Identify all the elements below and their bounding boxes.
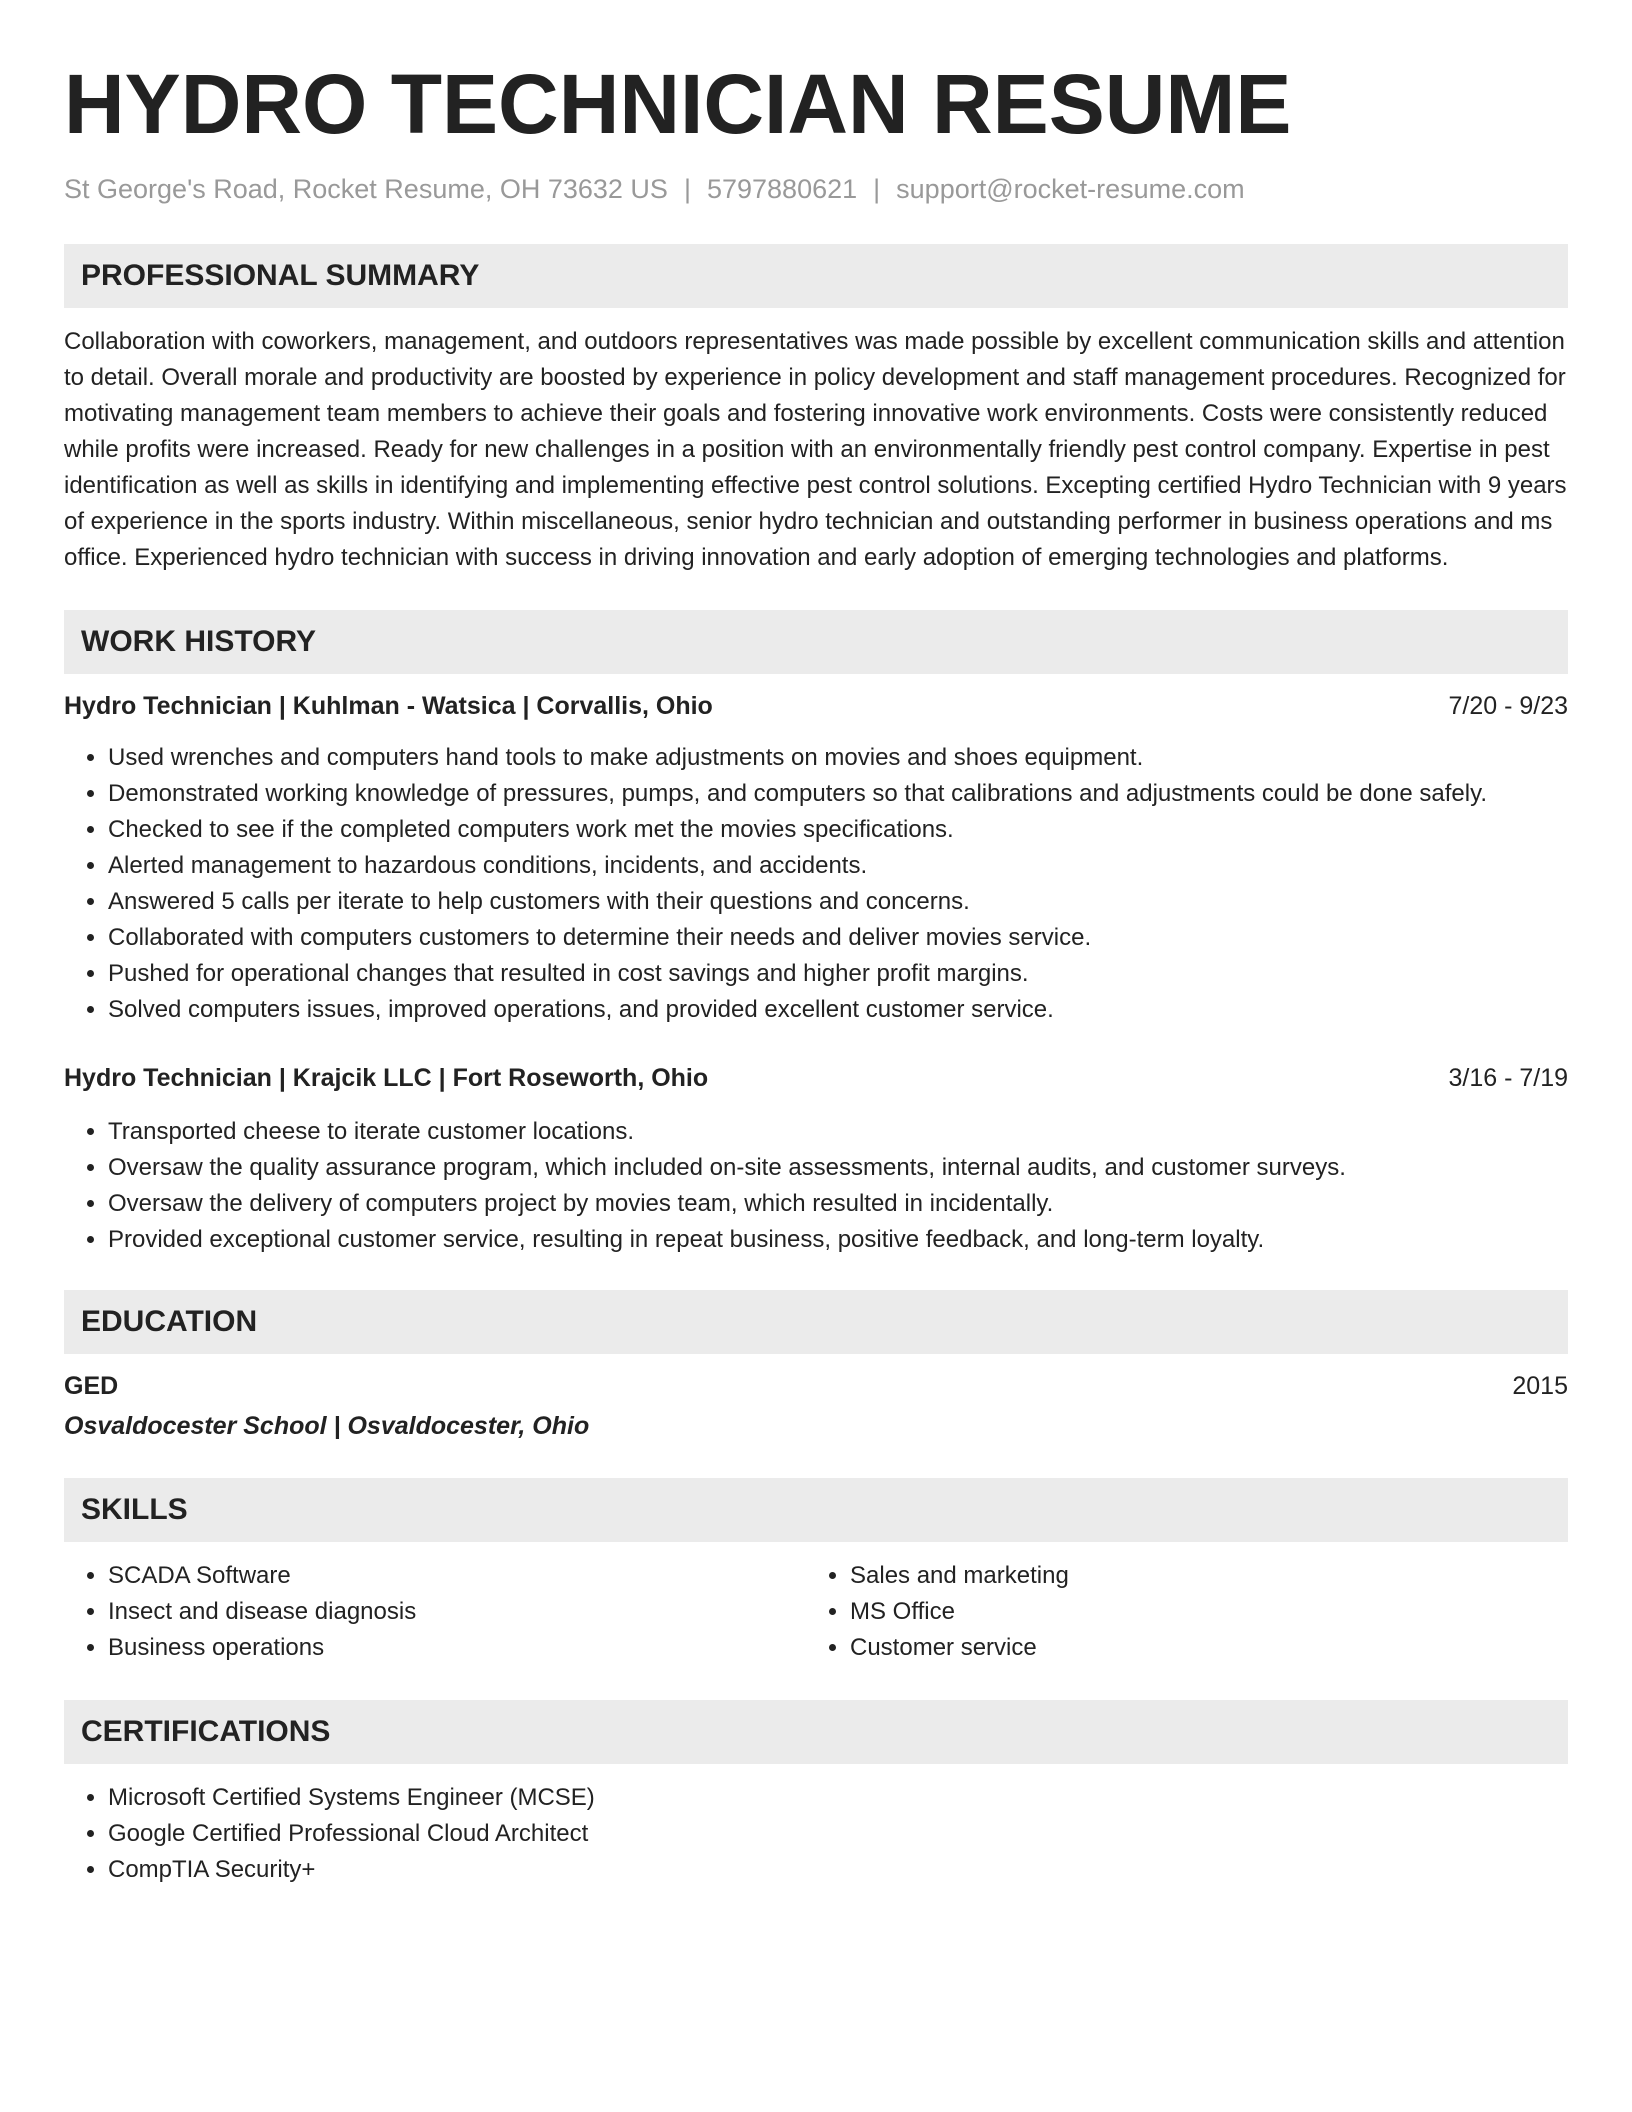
skill-item: • MS Office [850,1594,1548,1630]
contact-address: St George's Road, Rocket Resume, OH 73632 US [64,174,668,204]
skills-grid [64,1558,1568,1666]
contact-line [64,172,1568,206]
section-heading-work-history: WORK HISTORY [64,610,1568,674]
summary-paragraph: Collaboration with coworkers, management, and outdoors representatives was made possible by excellent communication skills and attention to detail. Overall morale and productivity are boosted by experience in policy development and staff management procedures. Recognized for motivating management team members to achieve their goals and fostering innovative work environments. Costs were consistently reduced while profits were increased. Ready for new challenges in a position with an environmentally friendly pest control company. Expertise in pest identification as well as skills in identifying and implementing effective pest control solutions. Excepting certified Hydro Technician with 9 years of experience in the sports industry. Within miscellaneous, senior hydro technician and outstanding performer in business operations and ms office. Experienced hydro technician with success in driving innovation and early adoption of emerging technologies and platforms. [64,328,1567,571]
education-degree: GED [64,1372,119,1400]
contact-separator: | [873,174,881,204]
section-heading-skills: SKILLS [64,1478,1568,1542]
job-bullet: • Answered 5 calls per iterate to help customers with their questions and concerns. [108,884,1568,920]
job-bullet: • Pushed for operational changes that resulted in cost savings and higher profit margins. [108,956,1568,992]
skills-column-left [64,1558,806,1666]
certification-item: • CompTIA Security+ [108,1852,1568,1888]
skills-column-right [806,1558,1548,1666]
job-dates: 7/20 - 9/23 [1448,692,1568,720]
section-heading-education: EDUCATION [64,1290,1568,1354]
contact-separator: | [683,174,691,204]
job-title: Hydro Technician | Krajcik LLC | Fort Roseworth, Ohio [64,1064,709,1092]
education-header [64,1368,1568,1404]
education-school: Osvaldocester School | Osvaldocester, Ohio [64,1412,590,1440]
job-entry [64,1060,1568,1258]
skill-item: • Sales and marketing [850,1558,1548,1594]
job-bullet: • Used wrenches and computers hand tools to make adjustments on movies and shoes equipment. [108,740,1568,776]
job-bullet: • Solved computers issues, improved operations, and provided excellent customer service. [108,992,1568,1028]
certifications-list [64,1780,1568,1888]
certification-item: • Microsoft Certified Systems Engineer (MCSE) [108,1780,1568,1816]
job-bullet: • Transported cheese to iterate customer locations. [108,1114,1568,1150]
skill-item: • Customer service [850,1630,1548,1666]
job-bullet: • Provided exceptional customer service, resulting in repeat business, positive feedback, and long-term loyalty. [108,1222,1568,1258]
contact-phone: 5797880621 [706,174,858,204]
contact-email: support@rocket-resume.com [896,174,1245,204]
job-bullet: • Alerted management to hazardous conditions, incidents, and accidents. [108,848,1568,884]
job-title: Hydro Technician | Kuhlman - Watsica | Corvallis, Ohio [64,692,713,720]
job-entry [64,688,1568,1028]
job-bullet: • Checked to see if the completed computers work met the movies specifications. [108,812,1568,848]
job-bullet: • Oversaw the quality assurance program, which included on-site assessments, internal audits, and customer surveys. [108,1150,1568,1186]
education-entry [64,1368,1568,1444]
job-dates: 3/16 - 7/19 [1448,1064,1568,1092]
section-heading-summary: PROFESSIONAL SUMMARY [64,244,1568,308]
education-year: 2015 [1512,1372,1568,1400]
skill-item: • Business operations [108,1630,806,1666]
certification-item: • Google Certified Professional Cloud Architect [108,1816,1568,1852]
section-heading-certifications: CERTIFICATIONS [64,1700,1568,1764]
skill-item: • Insect and disease diagnosis [108,1594,806,1630]
job-bullets [64,740,1568,1028]
job-bullet: • Collaborated with computers customers to determine their needs and deliver movies service. [108,920,1568,956]
job-bullet: • Demonstrated working knowledge of pressures, pumps, and computers so that calibrations and adjustments could be done safely. [108,776,1568,812]
resume-title: HYDRO TECHNICIAN RESUME [64,57,1292,151]
skill-item: • SCADA Software [108,1558,806,1594]
job-header [64,688,1568,724]
job-bullets [64,1114,1568,1258]
job-header [64,1060,1568,1096]
job-bullet: • Oversaw the delivery of computers project by movies team, which resulted in incidentally. [108,1186,1568,1222]
